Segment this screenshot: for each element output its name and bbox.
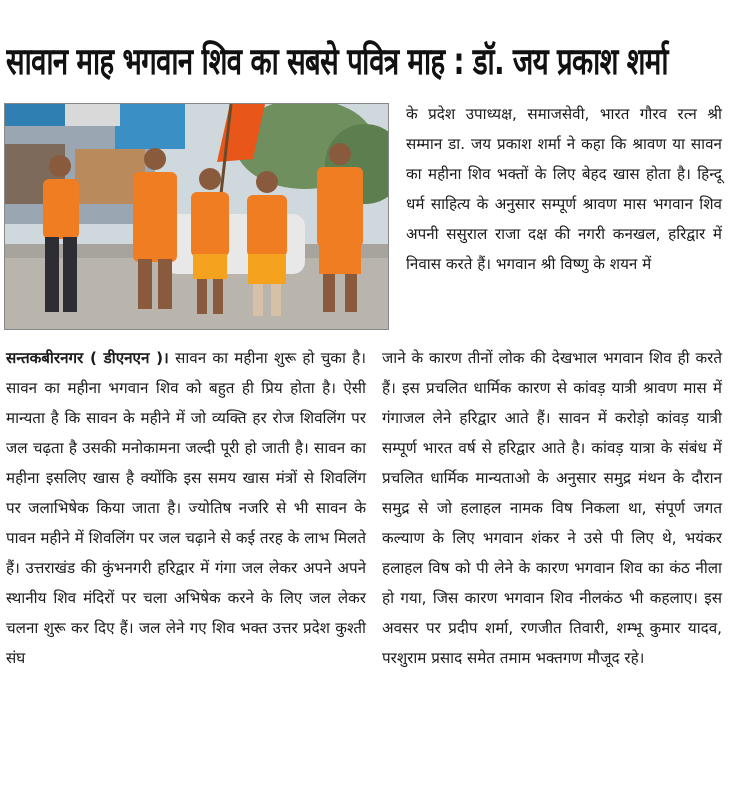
article-body-right-bottom: जाने के कारण तीनों लोक की देखभाल भगवान शिव ही करते हैं। इस प्रचलित धार्मिक कारण से कांवड़ यात्री श्रावण मास में गंगाजल लेने हरिद्वार आते हैं। सावन में करोड़ो कांवड़ यात्री सम्पूर्ण भारत वर्ष से हरिद्वार आते है। कांवड़ यात्रा के संबंध में प्रचलित धार्मिक मान्यताओ के अनुसार समुद्र मंथन के दौरान समुद्र से जो हलाहल नामक विष निकला था, संपूर्ण जगत कल्याण के लिए भगवान शंकर ने उसे पी लिए थे, भयंकर हलाहल विष को पी लेने के कारण भगवान शिव का कंठ नीला हो गया, जिस कारण भगवान शिव नीलकंठ भी कहलाए। इस अवसर पर प्रदीप शर्मा, रणजीत तिवारी, शम्भू कुमार यादव, परशुराम प्रसाद समेत तमाम भक्तगण मौजूद रहे। bbox=[382, 349, 722, 667]
article-body-right-top: के प्रदेश उपाध्यक्ष, समाजसेवी, भारत गौरव रत्न श्री सम्मान डा. जय प्रकाश शर्मा ने कहा कि श्रावण या सावन का महीना शिव भक्तों के लिए बेहद खास होता है। हिन्दू धर्म साहित्य के अनुसार सम्पूर्ण श्रावण मास भगवान शिव अपनी ससुराल राजा दक्ष की नगरी कनखल, हरिद्वार में निवास करते हैं। भगवान श्री विष्णु के शयन में bbox=[406, 105, 722, 273]
devotees-photo-illustration bbox=[5, 104, 388, 329]
article-photo bbox=[4, 103, 389, 330]
article-body-left-text: सावन का महीना शुरू हो चुका है। सावन का महीना भगवान शिव को बहुत ही प्रिय होता है। ऐसी मान्यता है कि सावन के महीने में जो व्यक्ति हर रोज शिवलिंग पर जल चढ़ता है उसकी मनोकामना जल्दी पूरी हो जाती है। सावन का महीना इसलिए खास है क्योंकि इस समय खास मंत्रों से शिवलिंग पर जलाभिषेक किया जाता है। ज्योतिष नजरि से भी सावन के पावन महीने में शिवलिंग पर जल चढ़ाने से कई तरह के लाभ मिलते हैं। उत्तराखंड की कुंभनगरी हरिद्वार में गंगा जल लेकर अपने अपने स्थानीय शिव मंदिरों पर चला अभिषेक करने के लिए जल लेकर चलना शुरू कर दिए हैं। जल लेने गए शिव भक्त उत्तर प्रदेश कुश्ती संघ bbox=[6, 349, 366, 667]
article-headline: सावान माह भगवान शिव का सबसे पवित्र माह : डॉ. जय प्रकाश शर्मा bbox=[6, 40, 668, 84]
article-body-left bbox=[6, 343, 366, 673]
article-dateline: सन्तकबीरनगर ( डीएनएन )। bbox=[6, 349, 169, 367]
